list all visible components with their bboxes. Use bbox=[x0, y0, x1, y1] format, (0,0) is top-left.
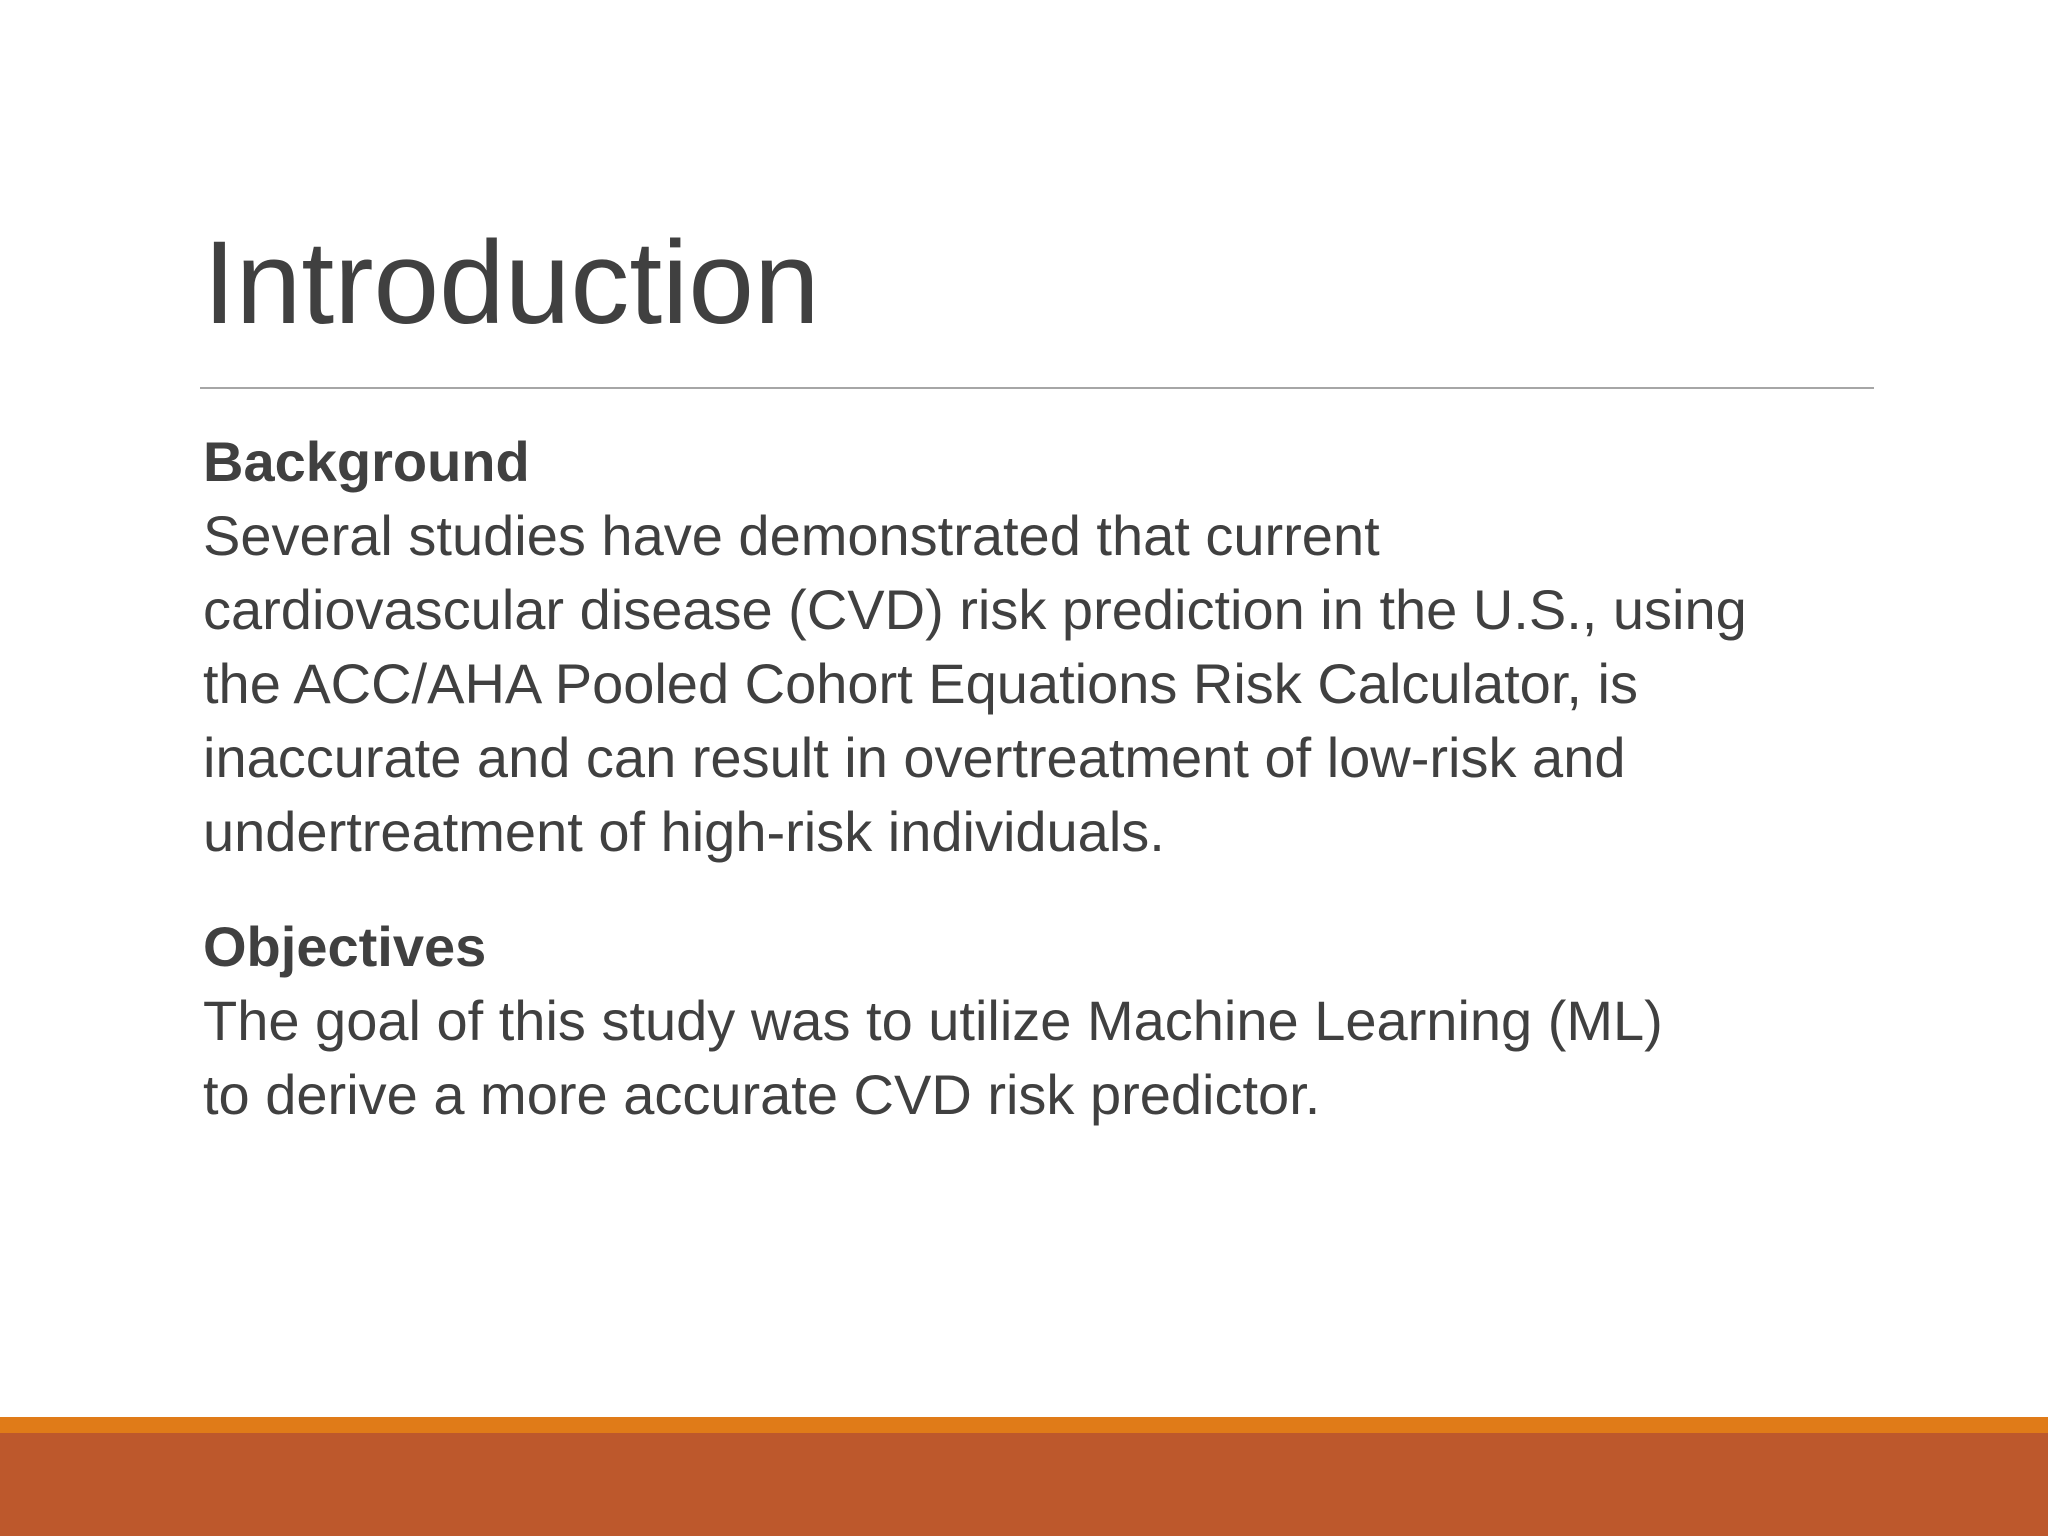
background-heading: Background bbox=[203, 430, 530, 493]
background-line: Several studies have demonstrated that current bbox=[203, 504, 1380, 567]
objectives-section bbox=[203, 909, 1903, 1132]
background-line: inaccurate and can result in overtreatment of low-risk and bbox=[203, 726, 1626, 789]
title-divider bbox=[200, 387, 1874, 389]
objectives-line: The goal of this study was to utilize Machine Learning (ML) bbox=[203, 989, 1663, 1052]
objectives-line: to derive a more accurate CVD risk predictor. bbox=[203, 1063, 1321, 1126]
footer-accent-stripe bbox=[0, 1417, 2048, 1433]
background-line: the ACC/AHA Pooled Cohort Equations Risk Calculator, is bbox=[203, 652, 1638, 715]
footer-band bbox=[0, 1433, 2048, 1536]
background-section bbox=[203, 424, 1903, 869]
background-line: cardiovascular disease (CVD) risk prediction in the U.S., using bbox=[203, 578, 1747, 641]
slide-body bbox=[203, 424, 1903, 1172]
background-line: undertreatment of high-risk individuals. bbox=[203, 800, 1165, 863]
objectives-heading: Objectives bbox=[203, 915, 487, 978]
slide-title: Introduction bbox=[203, 217, 820, 349]
